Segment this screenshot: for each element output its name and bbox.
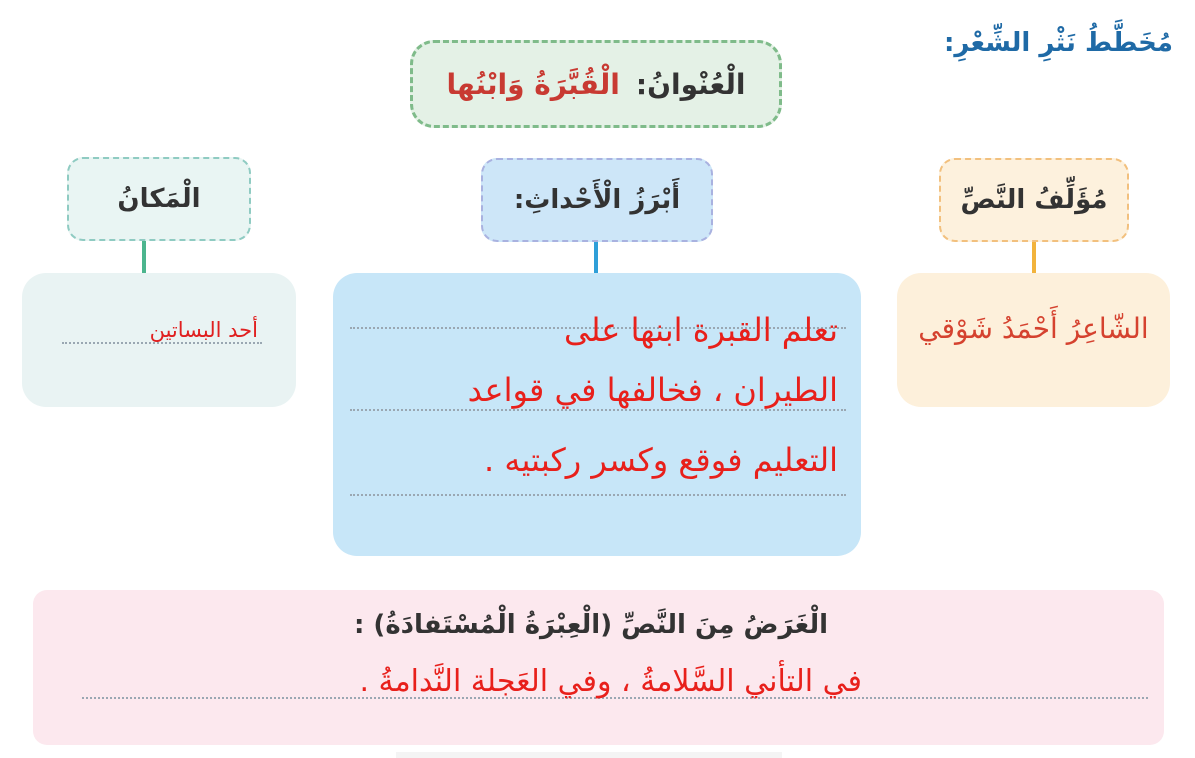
place-label: الْمَكانُ bbox=[117, 184, 201, 214]
page-heading: مُخَطَّطُ نَثْرِ الشِّعْرِ: bbox=[943, 28, 1173, 58]
place-answer-line bbox=[62, 342, 262, 344]
events-connector bbox=[594, 242, 598, 274]
events-answer-line-3[interactable]: التعليم فوقع وكسر ركبتيه . bbox=[484, 441, 838, 479]
events-answer-line-1[interactable]: تعلم القبرة ابنها على bbox=[564, 311, 838, 349]
purpose-answer[interactable]: في التأني السَّلامةُ ، وفي العَجلة النَّدامةُ . bbox=[359, 664, 862, 699]
author-label: مُؤَلِّفُ النَّصِّ bbox=[960, 185, 1108, 215]
place-label-box bbox=[67, 157, 251, 241]
author-answer: الشّاعِرُ أَحْمَدُ شَوْقي bbox=[918, 312, 1149, 345]
title-box bbox=[410, 40, 782, 128]
events-answer-line-2[interactable]: الطيران ، فخالفها في قواعد bbox=[467, 371, 838, 409]
title-label: الْعُنْوانُ: bbox=[635, 67, 746, 101]
events-label-box bbox=[481, 158, 713, 242]
events-label: أَبْرَزُ الْأَحْداثِ: bbox=[513, 185, 681, 215]
events-answer-line bbox=[350, 494, 846, 496]
place-connector bbox=[142, 241, 146, 273]
purpose-label: الْغَرَضُ مِنَ النَّصِّ (الْعِبْرَةُ الْمُسْتَفادَةُ) : bbox=[353, 610, 828, 640]
title-value: الْقُبَّرَةُ وَابْنُها bbox=[446, 67, 620, 101]
bottom-divider bbox=[396, 752, 782, 758]
author-connector bbox=[1032, 242, 1036, 274]
place-answer[interactable]: أحد البساتين bbox=[149, 318, 258, 342]
author-label-box bbox=[939, 158, 1129, 242]
